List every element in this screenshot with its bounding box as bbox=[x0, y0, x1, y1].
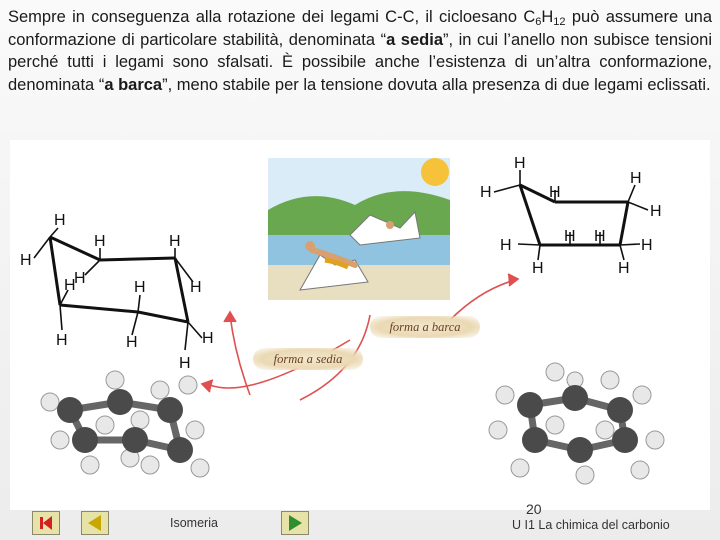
h-label: H bbox=[54, 212, 66, 229]
boat-hydrogen-labels bbox=[480, 155, 662, 277]
h-label: H bbox=[480, 184, 492, 201]
h-label: H bbox=[532, 260, 544, 277]
h-label: H bbox=[514, 155, 526, 172]
conformations-figure bbox=[10, 140, 710, 510]
h-label: H bbox=[94, 233, 106, 250]
h-label: H bbox=[56, 332, 68, 349]
h-label: H bbox=[179, 355, 191, 372]
page-number: 20 bbox=[526, 501, 542, 517]
hydrogen-symbol: H bbox=[541, 8, 554, 26]
section-label: Isomeria bbox=[170, 516, 218, 530]
previous-icon bbox=[82, 512, 108, 534]
text-part-3: ”, in cui l’anello non subisce tensioni perché tutti i legami sono sfalsati. È possibile anche l’esistenza di un’altra conformazione, denominata “ bbox=[8, 30, 712, 94]
h-label: H bbox=[650, 203, 662, 220]
h-label: H bbox=[641, 237, 653, 254]
chair-form-label: forma a sedia bbox=[253, 348, 363, 370]
h-label: H bbox=[630, 170, 642, 187]
unit-title: U I1 La chimica del carbonio bbox=[512, 518, 670, 532]
h-label: H bbox=[500, 237, 512, 254]
h-label: H bbox=[549, 184, 561, 201]
boat-form-label: forma a barca bbox=[370, 316, 480, 338]
next-icon bbox=[282, 512, 308, 534]
deckchair-illustration bbox=[268, 158, 450, 300]
chair-ball-model bbox=[41, 371, 209, 477]
boat-ball-model bbox=[489, 363, 664, 484]
term-sedia: a sedia bbox=[386, 30, 443, 49]
text-part-1: Sempre in conseguenza alla rotazione dei legami C-C, il cicloesano C bbox=[8, 8, 536, 26]
body-paragraph bbox=[8, 6, 712, 96]
h-label: H bbox=[20, 252, 32, 269]
h-label: H bbox=[134, 279, 146, 296]
sun bbox=[421, 158, 449, 186]
h-label: H bbox=[618, 260, 630, 277]
subscript-6: 6 bbox=[535, 16, 542, 28]
subscript-12: 12 bbox=[553, 16, 566, 28]
h-label: H bbox=[64, 277, 76, 294]
previous-button[interactable] bbox=[81, 511, 109, 535]
h-label: H bbox=[594, 228, 606, 245]
h-label: H bbox=[126, 334, 138, 351]
navigation-bar bbox=[0, 501, 720, 540]
h-label: H bbox=[169, 233, 181, 250]
h-label: H bbox=[202, 330, 214, 347]
text-part-2: può assumere una conformazione di particolare stabilità, denominata “ bbox=[8, 8, 712, 49]
h-label: H bbox=[564, 228, 576, 245]
text-part-4: ”, meno stabile per la tensione dovuta alla presenza di due legami eclissati. bbox=[162, 75, 711, 94]
h-label: H bbox=[190, 279, 202, 296]
first-page-icon bbox=[33, 512, 59, 534]
first-page-button[interactable] bbox=[32, 511, 60, 535]
next-button[interactable] bbox=[281, 511, 309, 535]
h-label: H bbox=[74, 270, 86, 287]
term-barca: a barca bbox=[104, 75, 163, 94]
figure-drawing bbox=[10, 140, 710, 510]
